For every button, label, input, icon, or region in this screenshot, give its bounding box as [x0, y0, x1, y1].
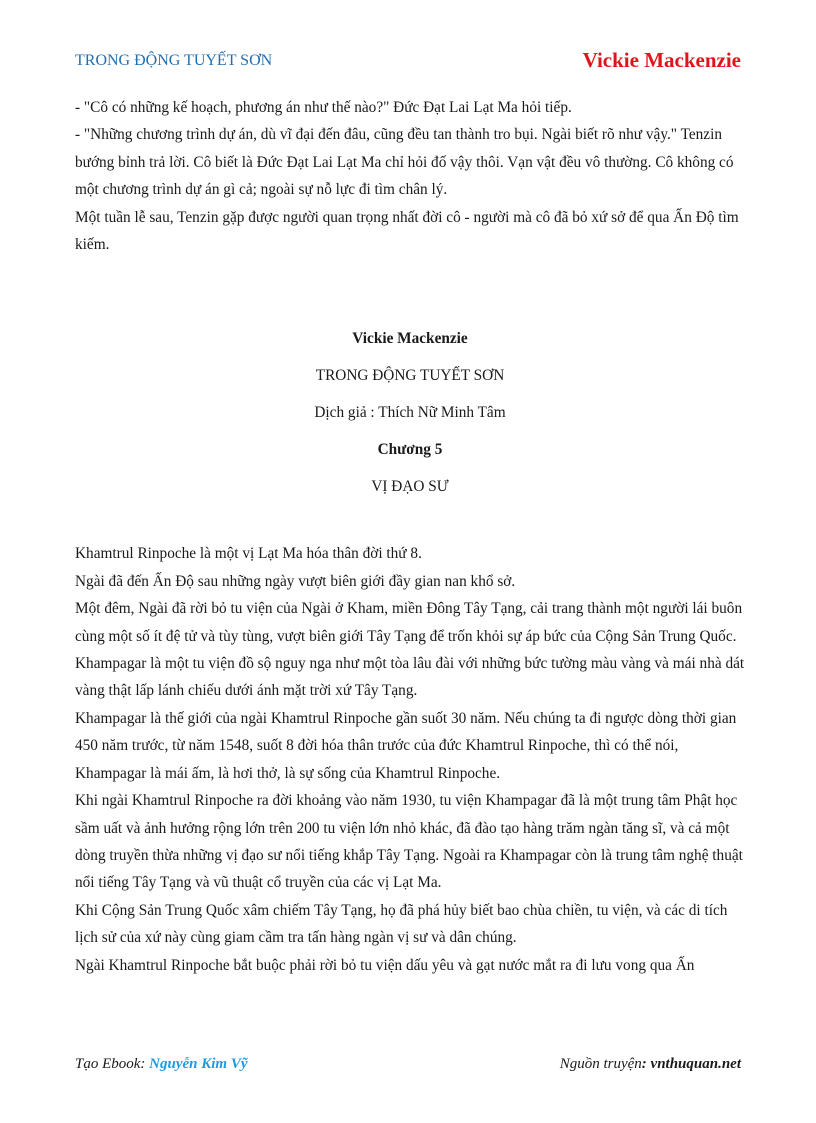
body-paragraph: Khampagar là thế giới của ngài Khamtrul Rinpoche gần suốt 30 năm. Nếu chúng ta đi ngược dòng thời gian 450 năm trước, từ năm 1548, suốt 8 đời hóa thân trước của đức Khamtrul Rinpoche, thì có thể nói, Khampagar là mái ấm, là hơi thở, là sự sống của Khamtrul Rinpoche. [75, 709, 737, 782]
body-paragraph: Một đêm, Ngài đã rời bỏ tu viện của Ngài ở Kham, miền Đông Tây Tạng, cải trang thành một người lái buôn cùng một số ít đệ tử và tùy tùng, vượt biên giới Tây Tạng để trốn khỏi sự áp bức của Cộng Sản Trung Quốc. [75, 600, 743, 645]
footer-ebook-credit [75, 1056, 248, 1073]
header-author: Vickie Mackenzie [582, 48, 741, 72]
chapter-translator: Dịch giả : Thích Nữ Minh Tâm [314, 404, 506, 422]
body-paragraph: Khampagar là một tu viện đồ sộ nguy nga như một tòa lâu đài với những bức tường màu vàng và mái nhà dát vàng thật lấp lánh chiếu dưới ánh mặt trời xứ Tây Tạng. [75, 655, 745, 700]
page-content [75, 94, 745, 979]
footer-ebook-label: Tạo Ebook [75, 1056, 141, 1072]
intro-paragraph: - "Cô có những kế hoạch, phương án như thế nào?" Đức Đạt Lai Lạt Ma hỏi tiếp. [75, 99, 572, 116]
chapter-number: Chương 5 [377, 441, 443, 459]
footer-ebook-creator: Nguyễn Kim Vỹ [149, 1056, 248, 1072]
footer-source-site: vnthuquan.net [650, 1056, 741, 1072]
body-paragraph: Ngài Khamtrul Rinpoche bắt buộc phải rời bỏ tu viện dấu yêu và gạt nước mắt ra đi lưu vong qua Ấn [75, 956, 695, 974]
footer-source-label: Nguồn truyện [559, 1056, 642, 1072]
chapter-heading [75, 330, 745, 496]
body-paragraph: Khamtrul Rinpoche là một vị Lạt Ma hóa thân đời thứ 8. [75, 545, 422, 563]
chapter-author: Vickie Mackenzie [352, 330, 468, 348]
chapter-title: VỊ ĐẠO SƯ [371, 478, 449, 496]
body-paragraph: Khi ngài Khamtrul Rinpoche ra đời khoảng vào năm 1930, tu viện Khampagar đã là một trung tâm Phật học sầm uất và ảnh hưởng rộng lớn trên 200 tu viện lớn nhỏ khác, đã đào tạo hàng trăm ngàn tăng sĩ, và cả một dòng truyền thừa những vị đạo sư nổi tiếng khắp Tây Tạng. Ngoài ra Khampagar còn là trung tâm nghệ thuật nổi tiếng Tây Tạng và vũ thuật cổ truyền của các vị Lạt Ma. [75, 792, 743, 892]
chapter-body [75, 540, 745, 979]
header-book-title: TRONG ĐỘNG TUYẾT SƠN [75, 52, 273, 69]
footer-ebook-sep: : [140, 1056, 150, 1072]
body-paragraph: Khi Cộng Sản Trung Quốc xâm chiếm Tây Tạng, họ đã phá hủy biết bao chùa chiền, tu viện, và các di tích lịch sử của xứ này cùng giam cầm tra tấn hàng ngàn vị sư và dân chúng. [75, 901, 728, 947]
footer-source [560, 1056, 741, 1073]
body-paragraph: Ngài đã đến Ấn Độ sau những ngày vượt biên giới đầy gian nan khổ sở. [75, 572, 516, 590]
footer-source-sep: : [641, 1056, 651, 1072]
intro-paragraph: - "Những chương trình dự án, dù vĩ đại đến đâu, cũng đều tan thành tro bụi. Ngài biết rõ như vậy." Tenzin bướng bỉnh trả lời. Cô biết là Đức Đạt Lai Lạt Ma chỉ hỏi đố vậy thôi. Vạn vật đều vô thường. Cô không có một chương trình dự án gì cả; ngoài sự nỗ lực đi tìm chân lý. [75, 126, 734, 199]
chapter-book-title: TRONG ĐỘNG TUYẾT SƠN [315, 367, 505, 385]
intro-paragraph: Một tuần lễ sau, Tenzin gặp được người quan trọng nhất đời cô - người mà cô đã bỏ xứ sở để qua Ấn Độ tìm kiếm. [75, 208, 739, 254]
